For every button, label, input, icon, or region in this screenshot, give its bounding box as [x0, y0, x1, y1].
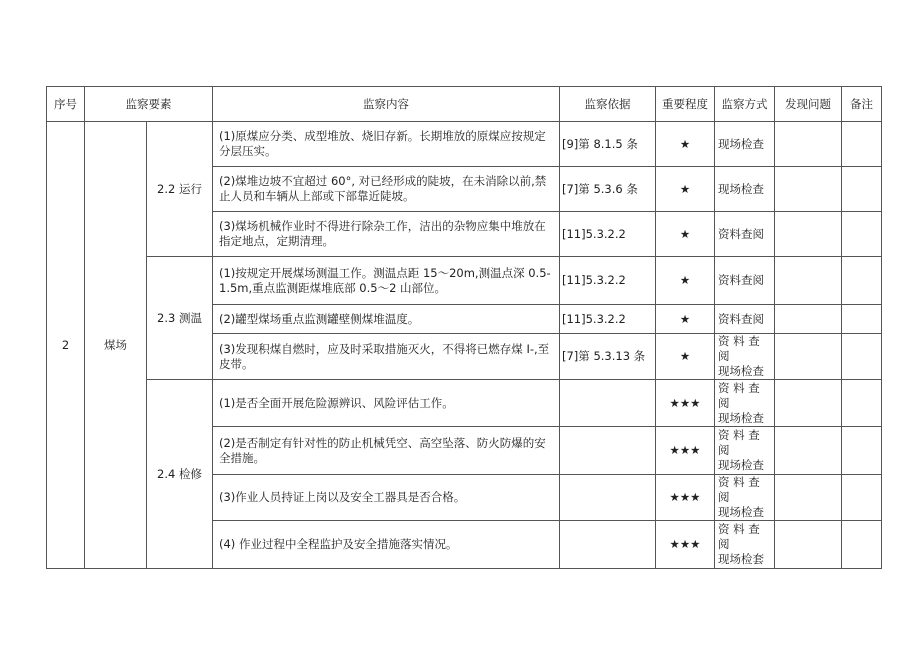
content-cell: (3)作业人员持证上岗以及安全工器具是否合格。	[213, 475, 560, 521]
remarks-cell	[842, 334, 882, 380]
header-basis: 监察依据	[560, 87, 656, 122]
basis-cell: [11]5.3.2.2	[560, 305, 656, 334]
basis-cell	[560, 427, 656, 475]
basis-cell	[560, 380, 656, 427]
sub-element: 2.4 检修	[147, 380, 213, 569]
method-cell: 资 料 查 阅 现场检查	[715, 427, 775, 475]
header-remarks: 备注	[842, 87, 882, 122]
content-cell: (1)按规定开展煤场测温工作。测温点距 15～20m,测温点深 0.5-1.5m,重点监测距煤堆底部 0.5～2 山部位。	[213, 257, 560, 305]
table-row	[47, 380, 882, 427]
importance-stars: ★	[656, 212, 715, 257]
remarks-cell	[842, 427, 882, 475]
importance-stars: ★★★	[656, 475, 715, 521]
table-row	[47, 257, 882, 305]
importance-stars: ★★★	[656, 380, 715, 427]
method-cell: 资 料 查 阅 现场检查	[715, 475, 775, 521]
table-body	[47, 122, 882, 569]
basis-cell: [7]第 5.3.6 条	[560, 167, 656, 212]
issues-cell	[775, 212, 842, 257]
basis-cell	[560, 475, 656, 521]
remarks-cell	[842, 521, 882, 569]
importance-stars: ★	[656, 305, 715, 334]
importance-stars: ★★★	[656, 427, 715, 475]
basis-cell: [7]第 5.3.13 条	[560, 334, 656, 380]
content-cell: (3)发现积煤自燃时，应及时采取措施灭火，不得将已燃存煤 I-,至皮带。	[213, 334, 560, 380]
method-cell: 现场检查	[715, 122, 775, 167]
method-cell: 资料查阅	[715, 212, 775, 257]
remarks-cell	[842, 167, 882, 212]
issues-cell	[775, 257, 842, 305]
sub-element: 2.3 测温	[147, 257, 213, 380]
header-content: 监察内容	[213, 87, 560, 122]
importance-stars: ★	[656, 167, 715, 212]
remarks-cell	[842, 212, 882, 257]
header-row	[47, 87, 882, 122]
method-cell: 现场检查	[715, 167, 775, 212]
content-cell: (4) 作业过程中全程监护及安全措施落实情况。	[213, 521, 560, 569]
issues-cell	[775, 427, 842, 475]
content-cell: (2)煤堆边坡不宜超过 60°, 对已经形成的陡坡，在未消除以前,禁止人员和车辆从上部或下部靠近陡坡。	[213, 167, 560, 212]
remarks-cell	[842, 257, 882, 305]
section-number: 2	[47, 122, 85, 569]
header-seq: 序号	[47, 87, 85, 122]
sub-element: 2.2 运行	[147, 122, 213, 257]
basis-cell: [11]5.3.2.2	[560, 257, 656, 305]
content-cell: (1)是否全面开展危险源辨识、风险评估工作。	[213, 380, 560, 427]
basis-cell	[560, 521, 656, 569]
header-importance: 重要程度	[656, 87, 715, 122]
issues-cell	[775, 305, 842, 334]
importance-stars: ★	[656, 122, 715, 167]
basis-cell: [9]第 8.1.5 条	[560, 122, 656, 167]
basis-cell: [11]5.3.2.2	[560, 212, 656, 257]
importance-stars: ★★★	[656, 521, 715, 569]
issues-cell	[775, 475, 842, 521]
method-cell: 资 料 查 阅 现场检查	[715, 334, 775, 380]
header-method: 监察方式	[715, 87, 775, 122]
section-element: 煤场	[85, 122, 147, 569]
header-element: 监察要素	[85, 87, 213, 122]
header-issues: 发现问题	[775, 87, 842, 122]
issues-cell	[775, 334, 842, 380]
method-cell: 资料查阅	[715, 257, 775, 305]
method-cell: 资 料 查 阅 现场检套	[715, 521, 775, 569]
issues-cell	[775, 167, 842, 212]
content-cell: (1)原煤应分类、成型堆放、烧旧存新。长期堆放的原煤应按规定分层压实。	[213, 122, 560, 167]
method-cell: 资料查阅	[715, 305, 775, 334]
importance-stars: ★	[656, 257, 715, 305]
method-cell: 资 料 查 阅 现场检查	[715, 380, 775, 427]
remarks-cell	[842, 475, 882, 521]
issues-cell	[775, 380, 842, 427]
content-cell: (2)是否制定有针对性的防止机械凭空、高空坠落、防火防爆的安全措施。	[213, 427, 560, 475]
importance-stars: ★	[656, 334, 715, 380]
issues-cell	[775, 122, 842, 167]
content-cell: (2)罐型煤场重点监测罐壁侧煤堆温度。	[213, 305, 560, 334]
remarks-cell	[842, 305, 882, 334]
issues-cell	[775, 521, 842, 569]
content-cell: (3)煤场机械作业时不得进行除杂工作，洁出的杂物应集中堆放在指定地点，定期清理。	[213, 212, 560, 257]
remarks-cell	[842, 380, 882, 427]
remarks-cell	[842, 122, 882, 167]
supervision-table	[46, 86, 882, 569]
table-row	[47, 122, 882, 167]
